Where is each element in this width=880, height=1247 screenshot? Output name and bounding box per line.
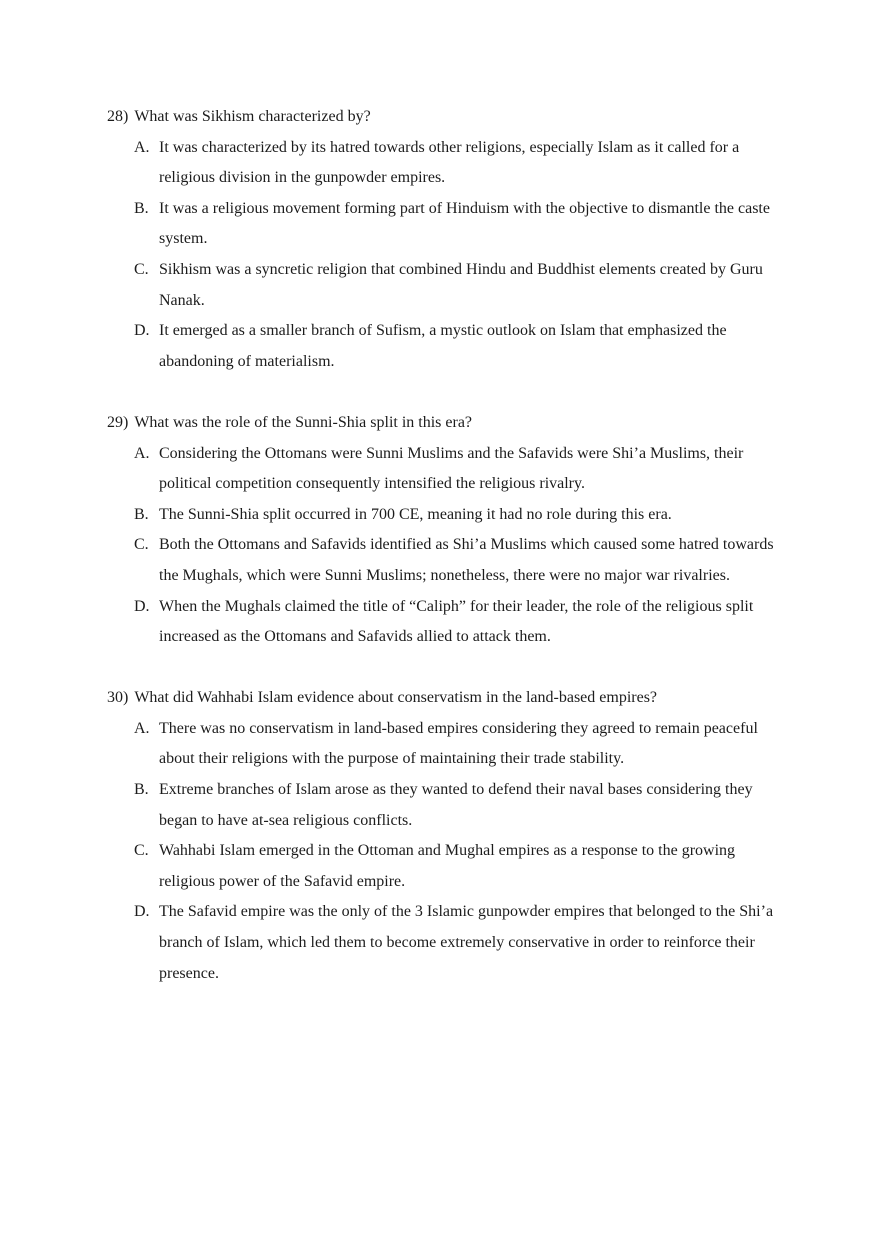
question-number: 28) [107, 108, 129, 125]
option-text: Wahhabi Islam emerged in the Ottoman and Mughal empires as a response to the growing religious power of the Safavid empire. [159, 842, 736, 890]
question-line [107, 408, 790, 439]
question-text: What was the role of the Sunni-Shia split in this era? [134, 413, 473, 431]
option-text: The Sunni-Shia split occurred in 700 CE, meaning it had no role during this era. [159, 505, 672, 523]
option-letter: A. [134, 138, 150, 156]
question-30 [107, 683, 790, 989]
option-text: It emerged as a smaller branch of Sufism, a mystic outlook on Islam that emphasized the abandoning of materialism. [159, 322, 727, 370]
option-b [134, 194, 790, 255]
option-text: Sikhism was a syncretic religion that combined Hindu and Buddhist elements created by Guru Nanak. [159, 260, 763, 309]
option-text: When the Mughals claimed the title of “Caliph” for their leader, the role of the religious split increased as the Ottomans and Safavids allied to attack them. [159, 597, 754, 646]
option-text: Considering the Ottomans were Sunni Muslims and the Safavids were Shi’a Muslims, their political competition consequently intensified the religious rivalry. [159, 444, 744, 493]
option-text: It was characterized by its hatred towards other religions, especially Islam as it called for a religious division in the gunpowder empires. [159, 138, 740, 187]
option-c [134, 530, 790, 591]
option-d [134, 592, 790, 653]
option-letter: B. [134, 199, 149, 217]
question-line [107, 683, 790, 714]
option-d [134, 897, 790, 989]
option-letter: A. [134, 444, 150, 462]
option-a [134, 714, 790, 775]
option-d [134, 316, 790, 377]
options-list [107, 714, 790, 989]
question-text: What did Wahhabi Islam evidence about conservatism in the land-based empires? [134, 689, 658, 707]
question-text: What was Sikhism characterized by? [134, 108, 371, 125]
option-text: Extreme branches of Islam arose as they wanted to defend their naval bases considering they began to have at-sea religious conflicts. [159, 781, 753, 829]
option-text: There was no conservatism in land-based empires considering they agreed to remain peaceful about their religions with the purpose of maintaining their trade stability. [159, 719, 758, 768]
option-letter: C. [134, 260, 149, 278]
option-letter: D. [134, 322, 150, 340]
question-line [107, 102, 790, 133]
option-a [134, 439, 790, 500]
options-list [107, 439, 790, 653]
option-a [134, 133, 790, 194]
option-letter: A. [134, 719, 150, 737]
question-number: 29) [107, 413, 129, 431]
option-c [134, 836, 790, 897]
option-letter: C. [134, 842, 149, 860]
options-list [107, 133, 790, 378]
option-text: Both the Ottomans and Safavids identified as Shi’a Muslims which caused some hatred towards the Mughals, which were Sunni Muslims; nonetheless, there were no major war rivalries. [159, 536, 774, 584]
option-letter: C. [134, 536, 149, 554]
option-letter: D. [134, 597, 150, 615]
option-c [134, 255, 790, 316]
question-number: 30) [107, 689, 129, 707]
option-b [134, 500, 790, 531]
option-letter: D. [134, 903, 150, 921]
option-letter: B. [134, 781, 149, 799]
option-text: It was a religious movement forming part of Hinduism with the objective to dismantle the caste system. [159, 199, 770, 248]
option-text: The Safavid empire was the only of the 3 Islamic gunpowder empires that belonged to the Shi’a branch of Islam, which led them to become extremely conservative in order to reinforce their presence. [159, 903, 774, 982]
option-b [134, 775, 790, 836]
option-letter: B. [134, 505, 149, 523]
question-29 [107, 408, 790, 653]
question-28 [107, 102, 790, 377]
